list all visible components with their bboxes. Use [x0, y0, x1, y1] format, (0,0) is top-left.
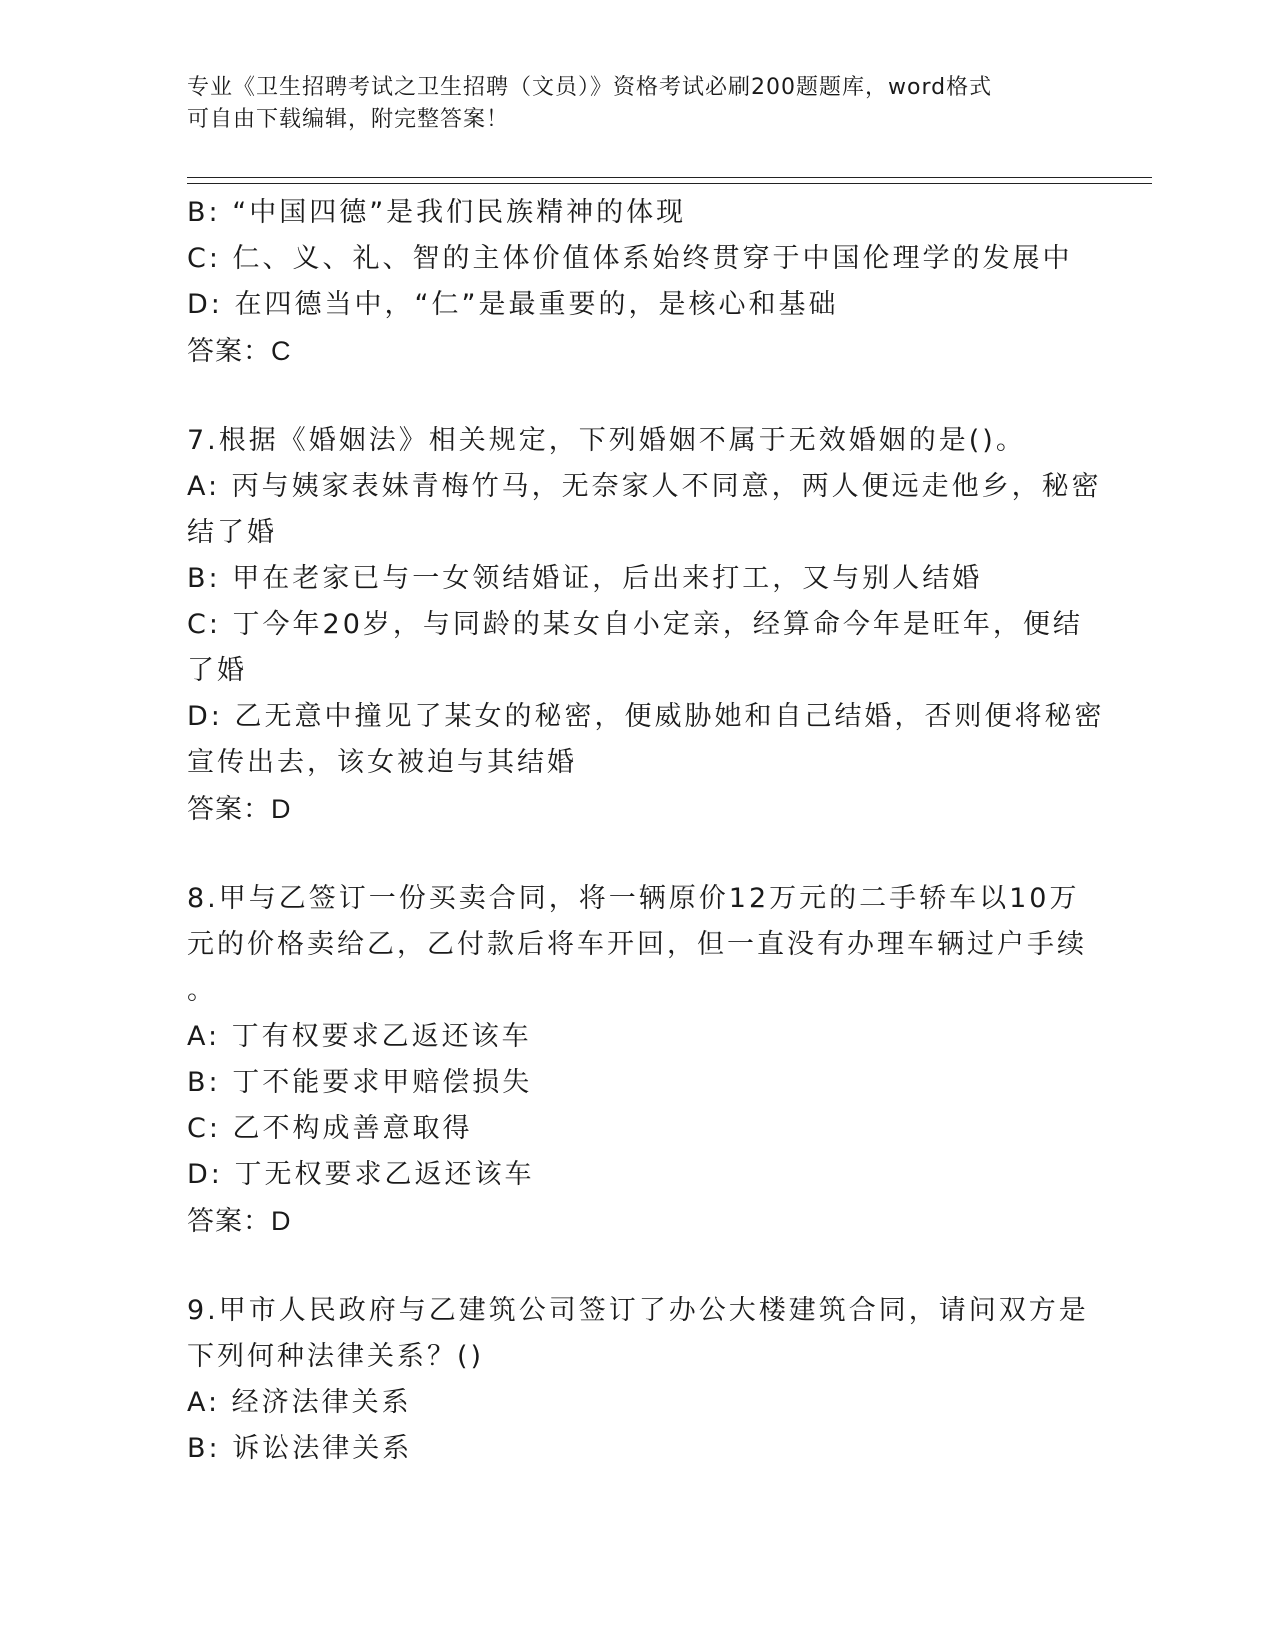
option-d-continued: 宣传出去，该女被迫与其结婚	[187, 747, 577, 778]
header-title-line-1: 专业《卫生招聘考试之卫生招聘（文员）》资格考试必刷200题题库，word格式	[187, 75, 993, 100]
spacer	[187, 832, 1087, 876]
document-header	[187, 72, 1087, 136]
question-stem: 7.根据《婚姻法》相关规定，下列婚姻不属于无效婚姻的是()。	[187, 425, 1026, 456]
option-d: D: 丁无权要求乙返还该车	[187, 1159, 535, 1190]
option-b: B: “中国四德”是我们民族精神的体现	[187, 197, 687, 228]
option-a-continued: 结了婚	[187, 517, 277, 548]
option-c: C: 仁、义、礼、智的主体价值体系始终贯穿于中国伦理学的发展中	[187, 243, 1073, 274]
question-stem: 9.甲市人民政府与乙建筑公司签订了办公大楼建筑合同，请问双方是	[187, 1295, 1089, 1326]
spacer	[187, 374, 1087, 418]
header-divider-bottom	[187, 183, 1152, 184]
question-7	[187, 418, 1105, 832]
header-divider-top	[187, 177, 1152, 178]
answer: 答案：C	[187, 336, 292, 366]
question-9	[187, 1288, 1087, 1472]
option-b: B: 甲在老家已与一女领结婚证，后出来打工，又与别人结婚	[187, 563, 983, 594]
option-a: A: 经济法律关系	[187, 1387, 412, 1418]
question-stem-end: 。	[187, 975, 217, 1006]
option-a: A: 丁有权要求乙返还该车	[187, 1021, 532, 1052]
option-c: C: 丁今年20岁，与同龄的某女自小定亲，经算命今年是旺年，便结	[187, 609, 1083, 640]
question-6	[187, 190, 1087, 374]
option-d: D: 乙无意中撞见了某女的秘密，便威胁她和自己结婚，否则便将秘密	[187, 701, 1105, 732]
answer: 答案：D	[187, 794, 292, 824]
option-d: D: 在四德当中，“仁”是最重要的，是核心和基础	[187, 289, 839, 320]
header-title-line-2: 可自由下载编辑，附完整答案！	[187, 107, 510, 132]
question-stem-continued: 下列何种法律关系？()	[187, 1341, 485, 1372]
option-b: B: 诉讼法律关系	[187, 1433, 413, 1464]
spacer	[187, 1244, 1087, 1288]
option-c: C: 乙不构成善意取得	[187, 1113, 473, 1144]
option-a: A: 丙与姨家表妹青梅竹马，无奈家人不同意，两人便远走他乡，秘密	[187, 471, 1102, 502]
question-stem-continued: 元的价格卖给乙，乙付款后将车开回，但一直没有办理车辆过户手续	[187, 929, 1087, 960]
option-c-continued: 了婚	[187, 655, 247, 686]
question-8	[187, 876, 1087, 1244]
answer: 答案：D	[187, 1206, 292, 1236]
question-stem: 8.甲与乙签订一份买卖合同，将一辆原价12万元的二手轿车以10万	[187, 883, 1080, 914]
question-list	[187, 190, 1105, 1472]
option-b: B: 丁不能要求甲赔偿损失	[187, 1067, 533, 1098]
